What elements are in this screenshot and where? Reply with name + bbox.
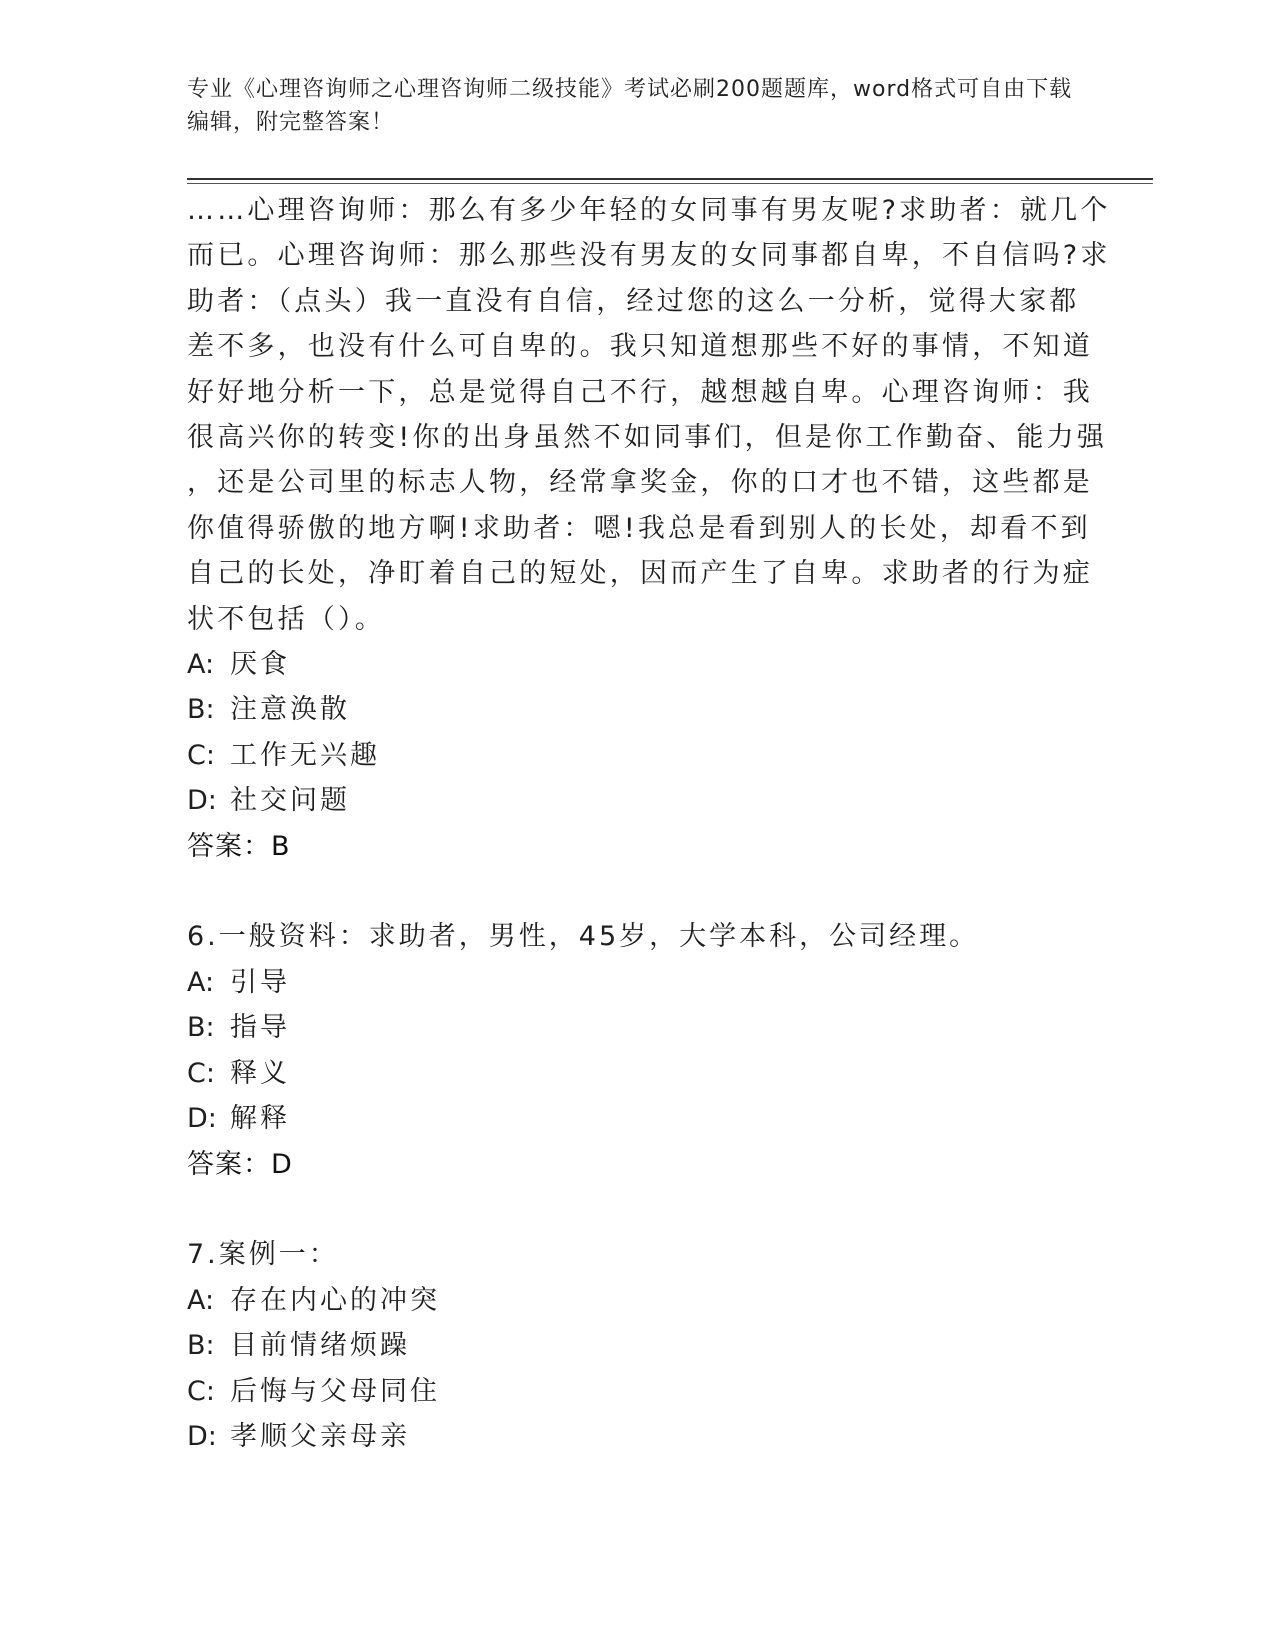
option-b xyxy=(187,1005,1087,1050)
answer-line xyxy=(187,1142,1087,1187)
option-text: 目前情绪烦躁 xyxy=(230,1330,410,1362)
passage-line: 你值得骄傲的地方啊!求助者：嗯!我总是看到别人的长处，却看不到 xyxy=(187,512,1091,544)
option-text: 后悔与父母同住 xyxy=(230,1375,440,1407)
option-text: 工作无兴趣 xyxy=(230,739,380,771)
option-d xyxy=(187,1414,1087,1459)
document-header: 专业《心理咨询师之心理咨询师二级技能》考试必刷200题题库，word格式可自由下载编辑，附完整答案！ xyxy=(187,77,1073,135)
option-text: 注意涣散 xyxy=(230,694,350,726)
option-text: 存在内心的冲突 xyxy=(230,1284,440,1316)
answer-value: B xyxy=(271,830,291,862)
passage-line: ，还是公司里的标志人物，经常拿奖金，你的口才也不错，这些都是 xyxy=(187,467,1093,499)
option-c xyxy=(187,1051,1087,1096)
answer-label: 答案： xyxy=(187,1148,271,1180)
spacer xyxy=(187,1187,1087,1232)
answer-line xyxy=(187,824,1087,869)
option-label: C: xyxy=(187,1375,215,1407)
option-d xyxy=(187,778,1087,823)
option-text: 孝顺父亲母亲 xyxy=(230,1420,410,1452)
option-label: C: xyxy=(187,739,215,771)
option-label: B: xyxy=(187,1330,215,1362)
question-7: 7.案例一： xyxy=(187,1239,339,1271)
answer-label: 答案： xyxy=(187,830,271,862)
header-rule-thin xyxy=(187,183,1153,184)
option-text: 释义 xyxy=(230,1057,290,1089)
passage-line: 助者：（点头）我一直没有自信，经过您的这么一分析，觉得大家都 xyxy=(187,285,1080,317)
spacer xyxy=(187,869,1087,914)
option-label: B: xyxy=(187,1012,215,1044)
passage-line: 自己的长处，净盯着自己的短处，因而产生了自卑。求助者的行为症 xyxy=(187,558,1093,590)
option-d xyxy=(187,1096,1087,1141)
header-rule-thick xyxy=(187,178,1153,180)
option-label: C: xyxy=(187,1057,215,1089)
answer-value: D xyxy=(271,1148,293,1180)
option-label: D: xyxy=(187,1420,217,1452)
option-label: A: xyxy=(187,966,215,998)
option-a xyxy=(187,642,1087,687)
question-6: 6.一般资料：求助者，男性，45岁，大学本科，公司经理。 xyxy=(187,921,980,953)
passage-line: ……心理咨询师：那么有多少年轻的女同事有男友呢?求助者：就几个 xyxy=(187,195,1111,226)
document-body xyxy=(187,188,1111,1459)
passage-line: 差不多，也没有什么可自卑的。我只知道想那些不好的事情，不知道 xyxy=(187,331,1093,363)
option-text: 解释 xyxy=(230,1103,290,1135)
option-text: 引导 xyxy=(230,966,290,998)
option-a xyxy=(187,1278,1087,1323)
passage-line: 好好地分析一下，总是觉得自己不行，越想越自卑。心理咨询师：我 xyxy=(187,376,1093,408)
question-5-passage xyxy=(187,188,1111,642)
passage-line: 状不包括（）。 xyxy=(187,603,385,635)
passage-line: 而已。心理咨询师：那么那些没有男友的女同事都自卑，不自信吗?求 xyxy=(187,240,1111,272)
option-text: 厌食 xyxy=(230,649,290,681)
option-b xyxy=(187,687,1087,732)
option-c xyxy=(187,1369,1087,1414)
option-label: A: xyxy=(187,649,215,681)
option-text: 社交问题 xyxy=(230,785,350,817)
option-label: B: xyxy=(187,694,215,726)
option-b xyxy=(187,1323,1087,1368)
option-a xyxy=(187,960,1087,1005)
option-text: 指导 xyxy=(230,1012,290,1044)
option-label: A: xyxy=(187,1284,215,1316)
option-label: D: xyxy=(187,785,217,817)
passage-line: 很高兴你的转变!你的出身虽然不如同事们，但是你工作勤奋、能力强 xyxy=(187,422,1108,454)
option-label: D: xyxy=(187,1103,217,1135)
option-c xyxy=(187,733,1087,778)
